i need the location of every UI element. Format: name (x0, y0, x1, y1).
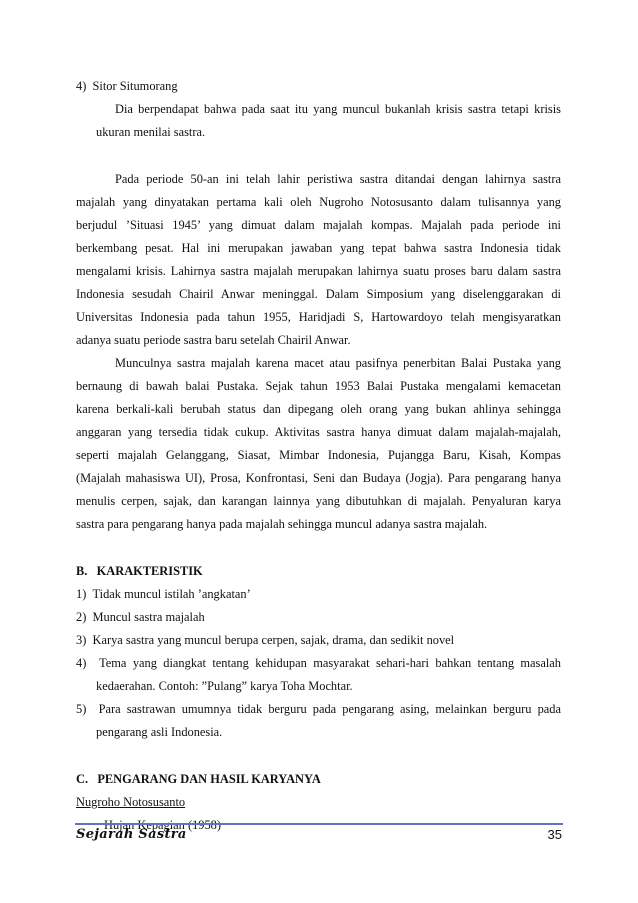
paragraph-line: Indonesia sesudah Chairil Anwar meninggal. Dalam Simposium yang diselenggarakan di (76, 287, 561, 301)
list-item: 1) Tidak muncul istilah ’angkatan’ (76, 587, 251, 601)
list-item: 2) Muncul sastra majalah (76, 610, 205, 624)
list-item-continuation: pengarang asli Indonesia. (96, 725, 223, 739)
paragraph-line: berkembang pesat. Hal ini merupakan jawaban yang tepat bahwa sastra Indonesia tidak (76, 241, 561, 255)
author-name: Nugroho Notosusanto (76, 795, 186, 809)
list-item-continuation: kedaerahan. Contoh: ”Pulang” karya Toha Mochtar. (96, 679, 353, 693)
section-b-heading: B. KARAKTERISTIK (76, 564, 203, 578)
paragraph-line: (Majalah mahasiswa UI), Prosa, Konfrontasi, Seni dan Budaya (Jogja). Para pengarang hanya (76, 471, 561, 485)
work-title: Hujan Kepagian (1958) (104, 818, 221, 832)
footer-rule (75, 823, 563, 825)
list-item: 5) Para sastrawan umumnya tidak berguru pada pengarang asing, melainkan berguru pada (76, 702, 561, 716)
item-4-text-line: ukuran menilai sastra. (96, 125, 206, 139)
page-number: 35 (547, 827, 562, 842)
list-item: 4) Tema yang diangkat tentang kehidupan masyarakat sehari-hari bahkan tentang masalah (76, 656, 561, 670)
item-4-text-line: Dia berpendapat bahwa pada saat itu yang muncul bukanlah krisis sastra tetapi krisis (115, 102, 561, 116)
paragraph-line: menulis cerpen, sajak, dan karangan lainnya yang dibutuhkan di majalah. Penyaluran karya (76, 494, 561, 508)
paragraph-line: karena berkali-kali berubah status dan dipegang oleh orang yang bukan ahlinya sehingga (76, 402, 561, 416)
paragraph-line: anggaran yang tersedia tidak cukup. Aktivitas sastra hanya dimuat dalam majalah-majalah, (76, 425, 561, 439)
paragraph-line: bernaung di bawah balai Pustaka. Sejak tahun 1953 Balai Pustaka mengalami kemacetan (76, 379, 561, 393)
paragraph-line: Munculnya sastra majalah karena macet atau pasifnya penerbitan Balai Pustaka yang (115, 356, 561, 370)
item-4-heading: 4) Sitor Situmorang (76, 79, 178, 93)
list-item: 3) Karya sastra yang muncul berupa cerpen, sajak, drama, dan sedikit novel (76, 633, 455, 647)
footer-title: Sejarah Sastra (76, 827, 187, 842)
paragraph-line: Universitas Indonesia pada tahun 1955, Haridjadi S, Hartowardoyo telah mengisyaratkan (76, 310, 561, 324)
paragraph-line: berjudul ’Situasi 1945’ yang dimuat dalam majalah kompas. Majalah pada periode ini (76, 218, 561, 232)
paragraph-line: majalah yang dinyatakan pertama kali oleh Nugroho Notosusanto dalam tulisannya yang (76, 195, 561, 209)
paragraph-line: Pada periode 50-an ini telah lahir peristiwa sastra ditandai dengan lahirnya sastra (115, 172, 561, 186)
paragraph-line: seperti majalah Gelanggang, Siasat, Mimbar Indonesia, Pujangga Baru, Kisah, Kompas (76, 448, 561, 462)
paragraph-line: sastra para pengarang hanya pada majalah sehingga muncul adanya sastra majalah. (76, 517, 488, 531)
paragraph-line: adanya suatu periode sastra baru setelah Chairil Anwar. (76, 333, 351, 347)
section-c-heading: C. PENGARANG DAN HASIL KARYANYA (76, 772, 321, 786)
paragraph-line: mengalami krisis. Lahirnya sastra majalah merupakan lahirnya suatu proses baru dalam sastra (76, 264, 561, 278)
